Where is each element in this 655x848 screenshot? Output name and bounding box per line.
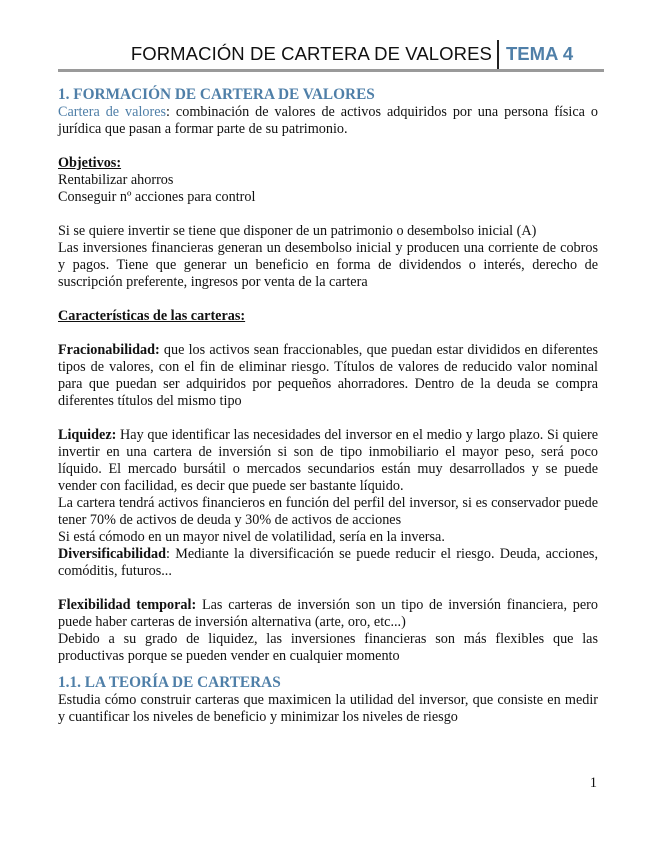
objetivo-item: Conseguir nº acciones para control: [58, 189, 256, 205]
diversificabilidad-paragraph: [58, 546, 598, 580]
objetivo-item: Rentabilizar ahorros: [58, 172, 174, 188]
teoria-paragraph: Estudia cómo construir carteras que maximicen la utilidad del inversor, que consiste en medir y cuantificar los niveles de beneficio y minimizar los niveles de riesgo: [58, 692, 598, 725]
diversificabilidad-text: : Mediante la diversificación se puede reducir el riesgo. Deuda, acciones, comóditis, futuros...: [58, 546, 598, 579]
fracionabilidad-text: que los activos sean fraccionables, que puedan estar divididos en diferentes tipos de valores, con el fin de eliminar riesgo. Títulos de valores de reducido valor nominal para que puedan ser adquiridos por pequeños ahorradores. Dentro de la deuda se compra diferentes títulos del mismo tipo: [58, 342, 598, 409]
flexibilidad-text: Las carteras de inversión son un tipo de inversión financiera, pero puede haber carteras de inversión alternativa (arte, oro, etc...): [58, 597, 598, 630]
page-header: [58, 40, 604, 70]
paragraph: Si está cómodo en un mayor nivel de volatilidad, sería en la inversa.: [58, 529, 445, 545]
header-rule: [58, 69, 604, 72]
page-number: 1: [589, 775, 597, 791]
paragraph: Las inversiones financieras generan un desembolso inicial y producen una corriente de cobros y pagos. Tiene que generar un beneficio en forma de dividendos o interés, derecho de suscripción preferente, ingresos por venta de la cartera: [58, 240, 598, 290]
liquidez-term: Liquidez:: [58, 427, 117, 443]
fracionabilidad-paragraph: [58, 342, 598, 410]
flexibilidad-term: Flexibilidad temporal:: [58, 597, 197, 613]
definition-paragraph: [58, 104, 598, 138]
fracionabilidad-term: Fracionabilidad:: [58, 342, 160, 358]
definition-term: Cartera de valores: [58, 104, 167, 120]
section-heading-1: 1. FORMACIÓN DE CARTERA DE VALORES: [58, 86, 375, 103]
paragraph: La cartera tendrá activos financieros en función del perfil del inversor, si es conservador puede tener 70% de activos de deuda y 30% de activos de acciones: [58, 495, 598, 528]
definition-text: : combinación de valores de activos adquiridos por una persona física o jurídica que pasan a formar parte de su patrimonio.: [58, 104, 598, 137]
caracteristicas-label: Características de las carteras:: [58, 308, 246, 324]
liquidez-text: Hay que identificar las necesidades del inversor en el medio y largo plazo. Si quiere invertir en una cartera de inversión si son de tipo inmobiliario el mayor peso, será poco líquido. El mercado bursátil o mercados secundarios están muy desarrollados y se puede vender con facilidad, es decir que puede ser bastante líquido.: [58, 427, 598, 494]
paragraph: Debido a su grado de liquidez, las inversiones financieras son más flexibles que las productivas porque se pueden vender en cualquier momento: [58, 631, 598, 664]
objetivos-label: Objetivos:: [58, 155, 122, 171]
document-body: [58, 85, 598, 726]
paragraph: Si se quiere invertir se tiene que disponer de un patrimonio o desembolso inicial (A): [58, 223, 537, 239]
section-heading-1-1: 1.1. LA TEORÍA DE CARTERAS: [58, 674, 281, 691]
header-separator: [497, 40, 499, 69]
diversificabilidad-term: Diversificabilidad: [58, 546, 166, 562]
flexibilidad-paragraph: [58, 597, 598, 631]
header-tema-label: TEMA 4: [506, 43, 574, 64]
liquidez-paragraph: [58, 427, 598, 495]
header-title: FORMACIÓN DE CARTERA DE VALORES: [130, 43, 492, 64]
